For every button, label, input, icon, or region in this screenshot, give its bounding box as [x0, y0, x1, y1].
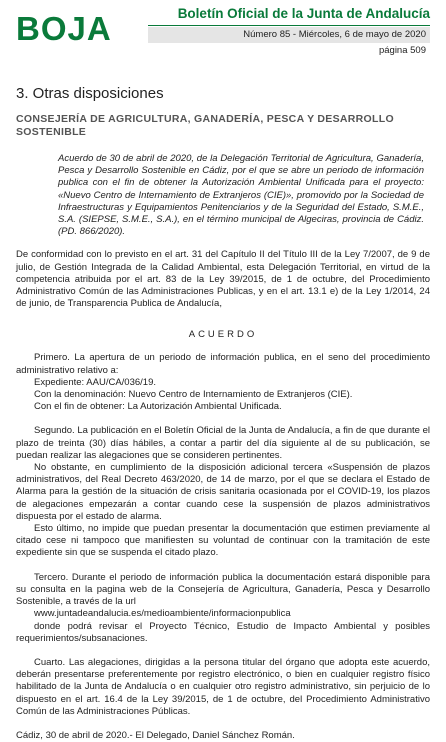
denominacion-line: Con la denominación: Nuevo Centro de Internamiento de Extranjeros (CIE). — [34, 389, 353, 401]
document-summary: Acuerdo de 30 de abril de 2020, de la Delegación Territorial de Agricultura, Ganadería, Pesca y Desarrollo Sostenible en Cádiz, por el que se abre un periodo de información publica con el fin de obtener la Autorización Ambiental Unificada para el proyecto: «Nuevo Centro de Internamiento de Extranjeros (CIE)», promovido por la Sociedad de Infraestructuras y Equipamientos Penitenciarios y de la Seguridad del Estado, S.M.E., S.A. (SIEPSE, S.M.E., S.A.), en el término municipal de Algeciras, provincia de Cádiz. (PD. 866/2020). — [58, 153, 424, 238]
consulta-url-link[interactable]: www.juntadeandalucia.es/medioambiente/informacionpublica — [34, 608, 291, 620]
acuerdo-heading: ACUERDO — [188, 329, 258, 341]
header-rule — [148, 25, 430, 26]
segundo-paragraph: Segundo. La publicación en el Boletín Oficial de la Junta de Andalucía, a fin de que durante el plazo de treinta (30) días hábiles, a contar a partir del día siguiente al de su publicación, se puedan realizar las alegaciones que se consideren pertinentes. — [16, 425, 430, 461]
tercero-after-paragraph: donde podrá revisar el Proyecto Técnico, Estudio de Impacto Ambiental y posibles requerimientos/subsanaciones. — [16, 620, 430, 644]
agency-name: CONSEJERÍA DE AGRICULTURA, GANADERÍA, PESCA Y DESARROLLO SOSTENIBLE — [16, 113, 394, 138]
spacer — [16, 560, 430, 572]
expediente-line: Expediente: AAU/CA/036/19. — [34, 376, 156, 388]
intro-paragraph: De conformidad con lo previsto en el art. 31 del Capítulo II del Título III de la Ley 7/2007, de 9 de julio, de Gestión Integrada de la Calidad Ambiental, esta Delegación Territorial, en virtud de la competencia atribuida por el art. 83 de la Ley 39/2015, de 1 de octubre, del Procedimiento Administrativo Común de las Administraciones Publicas, y en el art. 13.1 e) de la Ley 1/2014, 24 de junio, de Transparencia Publica de Andalucía, — [16, 249, 430, 310]
document-body — [16, 352, 430, 717]
cuarto-paragraph: Cuarto. Las alegaciones, dirigidas a la persona titular del órgano que adopta este acuerdo, deberán presentarse preferentemente por registro electrónico, o bien en cualquier registro físico habilitado de la Junta de Andalucía o en cualquier otro registro administrativo, sin perjuicio de lo dispuesto en el art. 16.4 de la Ley 39/2015, de 1 de octubre, del Procedimiento Administrativo Común de las Administraciones Públicas. — [16, 656, 430, 717]
section-title: 3. Otras disposiciones — [16, 85, 164, 102]
segundo-note-paragraph: Esto último, no impide que puedan presentar la documentación que estimen previamente al citado cese ni tampoco que manifiesten su voluntad de continuar con la tramitación de este expediente sin que se suspenda el citado plazo. — [16, 523, 430, 559]
fin-line: Con el fin de obtener: La Autorización Ambiental Unificada. — [34, 401, 282, 413]
signature-line: Cádiz, 30 de abril de 2020.- El Delegado, Daniel Sánchez Román. — [16, 729, 295, 741]
boja-logo: BOJA — [16, 10, 112, 47]
bulletin-title: Boletín Oficial de la Junta de Andalucía — [177, 6, 430, 21]
page-number: página 509 — [378, 45, 426, 56]
spacer — [16, 413, 430, 425]
issue-info: Número 85 - Miércoles, 6 de mayo de 2020 — [148, 27, 430, 43]
primero-paragraph: Primero. La apertura de un periodo de información publica, en el seno del procedimiento administrativo relativo a: — [16, 352, 430, 376]
spacer — [16, 645, 430, 657]
page-header — [0, 0, 446, 60]
segundo-suspension-paragraph: No obstante, en cumplimiento de la disposición adicional tercera «Suspensión de plazos administrativos, del Real Decreto 463/2020, de 14 de marzo, por el que se declara el Estado de Alarma para la gestión de la situación de crisis sanitaria ocasionada por el COVID-19, los plazos de alegaciones empezarán a contar cuando cese la suspensión de plazos administrativos dispuesta por el estado de alarma. — [16, 462, 430, 522]
tercero-paragraph: Tercero. Durante el periodo de información publica la documentación estará disponible para su consulta en la pagina web de la Consejería de Agricultura, Ganadería, Pesca y Desarrollo Sostenible, a través de la url — [16, 571, 430, 608]
